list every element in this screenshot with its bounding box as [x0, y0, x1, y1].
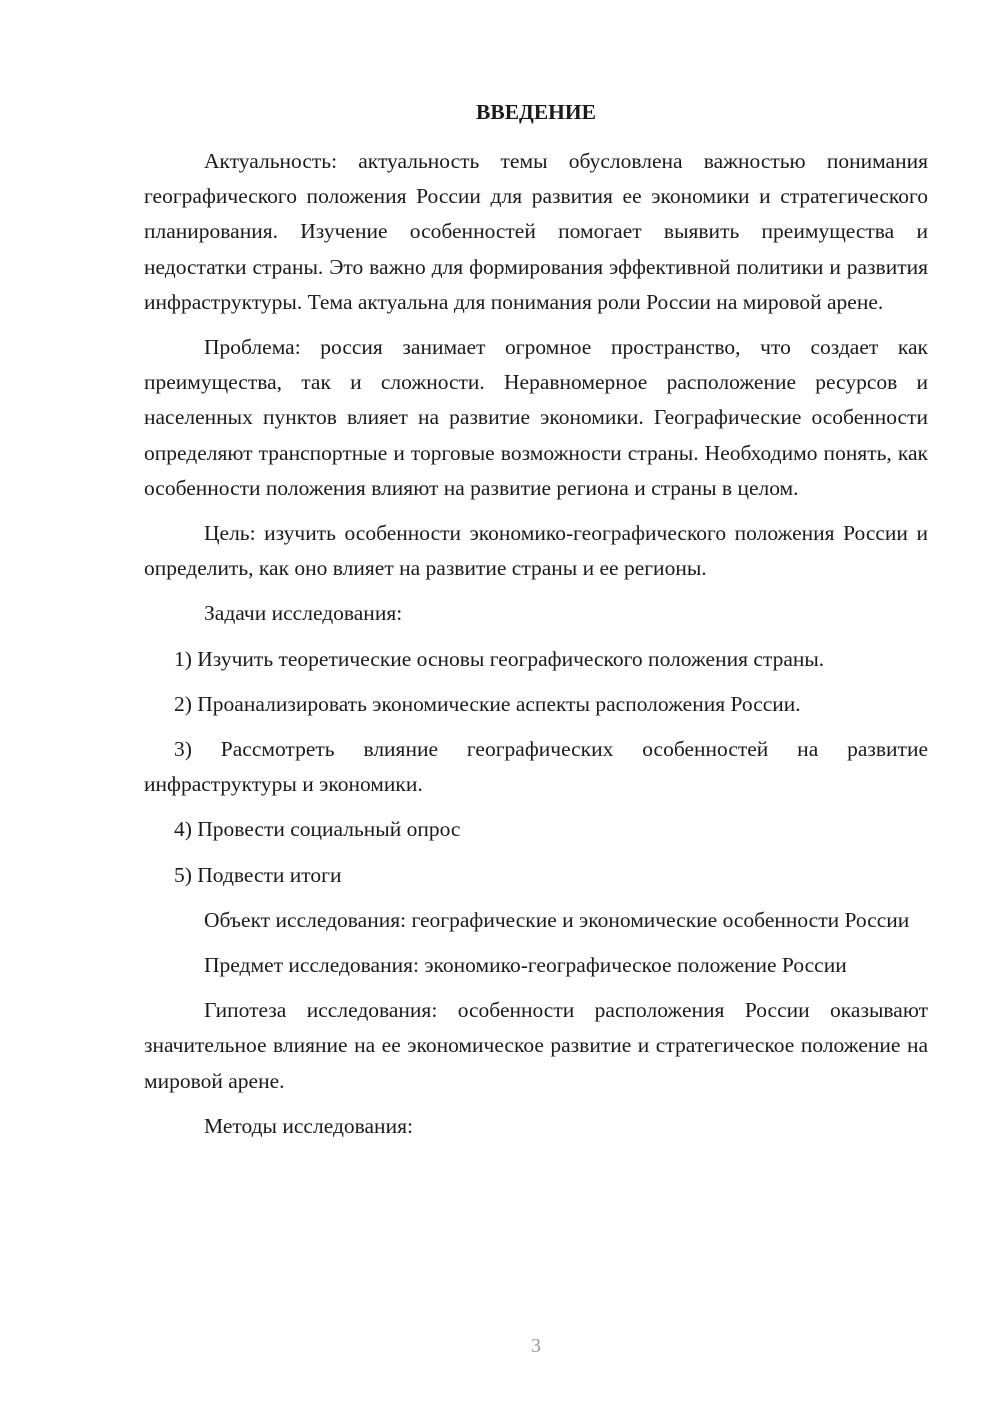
task-item-3: 3) Рассмотреть влияние географических особенностей на развитие инфраструктуры и экономики. — [144, 737, 928, 797]
object-paragraph: Объект исследования: географические и экономические особенности России — [204, 907, 910, 932]
hypothesis-paragraph: Гипотеза исследования: особенности расположения России оказывают значительное влияние на ее экономическое развитие и стратегическое положение на мировой арене. — [144, 998, 928, 1093]
problem-paragraph: Проблема: россия занимает огромное пространство, что создает как преимущества, так и сложности. Неравномерное расположение ресурсов и населенных пунктов влияет на развитие экономики. Географические особенности определяют транспортные и торговые возможности страны. Необходимо понять, как особенности положения влияют на развитие региона и страны в целом. — [144, 335, 928, 500]
goal-paragraph: Цель: изучить особенности экономико-географического положения России и определить, как оно влияет на развитие страны и ее регионы. — [144, 521, 928, 581]
task-item-5: 5) Подвести итоги — [174, 862, 342, 887]
subject-paragraph: Предмет исследования: экономико-географическое положение России — [204, 953, 847, 978]
page-content — [144, 94, 928, 1154]
task-item-4: 4) Провести социальный опрос — [174, 817, 461, 842]
page-number: 3 — [531, 1335, 541, 1357]
task-item-2: 2) Проанализировать экономические аспекты расположения России. — [174, 691, 801, 716]
section-title: ВВЕДЕНИЕ — [476, 100, 596, 124]
tasks-heading: Задачи исследования: — [204, 601, 403, 626]
task-item-1: 1) Изучить теоретические основы географического положения страны. — [174, 646, 825, 671]
methods-heading: Методы исследования: — [204, 1113, 413, 1138]
relevance-paragraph: Актуальность: актуальность темы обусловлена важностью понимания географического положения России для развития ее экономики и стратегического планирования. Изучение особенностей помогает выявить преимущества и недостатки страны. Это важно для формирования эффективной политики и развития инфраструктуры. Тема актуальна для понимания роли России на мировой арене. — [144, 149, 928, 314]
